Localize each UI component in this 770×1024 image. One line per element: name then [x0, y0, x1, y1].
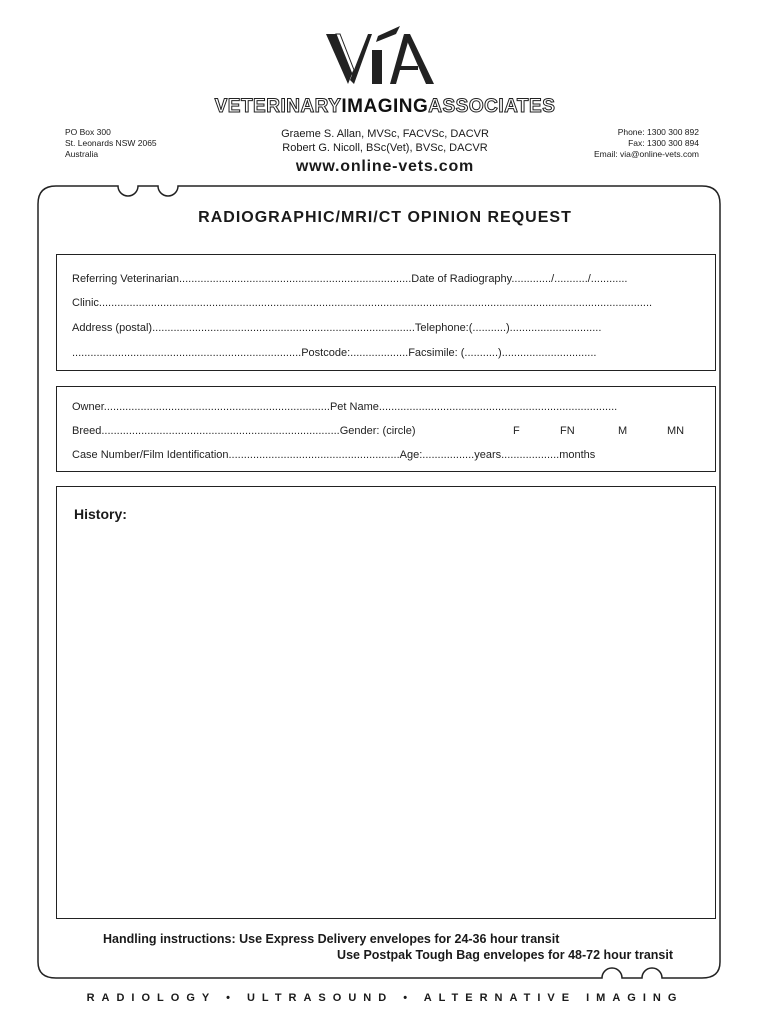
history-label: History: [74, 506, 127, 522]
handling-instructions-line2: Use Postpak Tough Bag envelopes for 48-72 hour transit [337, 948, 673, 962]
postcode-field[interactable]: ...........................................................................Postcode:...................Facsimile: (...........)............................... [72, 347, 597, 359]
gender-option-mn[interactable]: MN [667, 425, 685, 437]
postal-address: PO Box 300 St. Leonards NSW 2065 Australia [65, 127, 157, 159]
case-number-field[interactable]: Case Number/Film Identification........................................................Age:.................years...................months [72, 449, 596, 461]
owner-field[interactable]: Owner..........................................................................Pet Name.............................................................................. [72, 401, 618, 413]
form-title: RADIOGRAPHIC/MRI/CT OPINION REQUEST [198, 209, 572, 226]
address-field[interactable]: Address (postal)......................................................................................Telephone:(...........).............................. [72, 322, 602, 334]
clinic-field[interactable]: Clinic..................................................................................................................................................................................... [72, 297, 653, 309]
contact-info: Phone: 1300 300 892 Fax: 1300 300 894 Email: via@online-vets.com [594, 127, 699, 159]
website-url: www.online-vets.com [295, 158, 475, 175]
brand-name: VETERINARYIMAGINGASSOCIATES [214, 96, 556, 117]
handling-instructions-line1: Handling instructions: Use Express Delivery envelopes for 24-36 hour transit [103, 932, 560, 946]
footer-services: RADIOLOGY • ULTRASOUND • ALTERNATIVE IMAGING [86, 992, 684, 1004]
gender-option-f[interactable]: F [513, 425, 520, 437]
referring-vet-field[interactable]: Referring Veterinarian............................................................................Date of Radiography............./.........../............ [72, 273, 628, 285]
history-box[interactable] [56, 486, 716, 919]
practitioner-names: Graeme S. Allan, MVSc, FACVSc, DACVR Robert G. Nicoll, BSc(Vet), BVSc, DACVR [281, 128, 489, 154]
gender-option-fn[interactable]: FN [560, 425, 575, 437]
gender-option-m[interactable]: M [618, 425, 628, 437]
breed-field[interactable]: Breed..............................................................................Gender: (circle) [72, 425, 416, 437]
